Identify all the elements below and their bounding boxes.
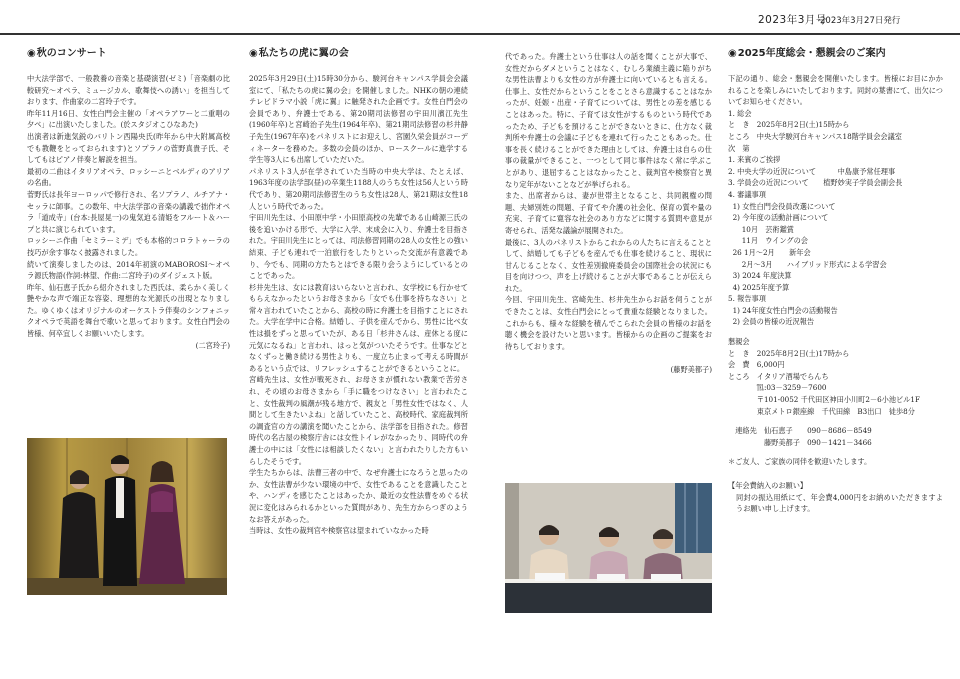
agenda-line: 3. 学員会の近況について 植野妙実子学員会副会長 [728, 178, 903, 188]
fee-notice-title: 【年会費納入のお願い】 [728, 481, 808, 490]
tiger-paragraph: パネリスト3人が在学されていた当時の中央大学は、たとえば、1963年度の法学部(昼)の卒業生1188人のうち女性は56人という時代であり、第20期司法修習生のうち女性は28人、第21期は女性18人という時代であった。 [249, 166, 468, 211]
agenda-line: ＊ご友人、ご家族の同伴を歓迎いたします。 [728, 457, 872, 467]
agenda-line: 2) 今年度の活動計画について [728, 213, 829, 223]
tiger-paragraph: 今回、宇田川先生、宮崎先生、杉井先生からお話を伺うことができたことは、女性白門会にとって貴重な経験となりました。これからも、様々な経験を積んでこられた会員の皆様のお話を聴く機会を設けたいと思います。皆様からの企画のご提案をお待ちしております。 [505, 295, 712, 351]
concert-signature: (二宮玲子) [195, 340, 230, 350]
agenda-line: と き 2025年8月2日(土)17時から [728, 348, 850, 358]
agenda-line [728, 328, 943, 336]
agenda-line: 懇親会 [728, 337, 750, 347]
tiger-paragraph: 宇田川先生は、小田原中学・小田原高校の先輩である山崎源三氏の後を追いかける形で、大学に入学、末成会に入り、弁護士を目指された。宇田川先生にとっては、司法修習同期の28人の女性との強い結束、子ども連れで一泊旅行をしたりといった交流が有意義であり、今でも、同期の方たちとはできる限り会うようにしているとのことであった。 [249, 213, 468, 281]
agenda-line: 4) 2025年度予算 [728, 282, 790, 292]
concert-paragraph: 昨年、仙石恵子氏から紹介されました西氏は、柔らかく美しく艶やかな声で端正な容姿、理想的な光源氏の出現となりました。ゆくゆくはオリジナルのオーケストラ伴奏のシンフォニックオペラで英語を舞台で歌いと思っております。女性白門会の皆様、何卒宜しくお願いいたします。 [27, 282, 230, 339]
agenda-line: 2. 中央大学の近況について 中島康予常任理事 [728, 166, 896, 176]
concert-paragraph: 菅野氏は長年ヨーロッパで修行され、名ソプラノ、ルチアナ・セッラに師事。この数年、中大法学部の音楽の講義で拙作オペラ「道成寺」(台本:長屋晃一)の鬼気迫る清姫をフルート＆ハープと共に演じられています。 [27, 189, 230, 234]
agenda-line: 会 費 6,000円 [728, 360, 785, 370]
tiger-continued-column [505, 51, 712, 431]
agenda-line: 連絡先 仙石恵子 090－8686－8549 [728, 426, 872, 436]
agenda-line: 26 1月〜2月 新年会 [728, 247, 811, 257]
concert-paragraph: 昨年11月16日、女性白門会主催の「オペラアワーと二重唱の夕べ」に出演いたしました。(於スタジオこひなあた) [27, 108, 230, 130]
agenda-line: 2) 会員の皆様の近況報告 [728, 317, 815, 327]
tiger-paragraph: 当時は、女性の裁判官や検察官は望まれていなかった時 [249, 526, 429, 536]
agenda-line: 1) 女性白門会役員改選について [728, 201, 836, 211]
agenda-line: 1) 24年度女性白門会の活動報告 [728, 305, 838, 315]
tiger-paragraph: 最後に、3人のパネリストからこれからの人たちに言えることとして、結婚しても子どもを産んでも仕事を続けること、現状に甘んじることなく、女性差別撤廃委員会の国際社会の状況にも目を向けつつ、声を上げ続けることが大事であることが伝えられた。 [505, 237, 712, 293]
agenda-line: ところ イタリア酒場でらんち [728, 371, 829, 381]
tiger-paragraph: 代であった。弁護士という仕事は人の話を聞くことが大事で、女性だからダメということはなく、むしろ業績主義に陥りがちな男性法曹よりも女性の方が弁護士に向いているとも言える。仕事上、女性だからということをことさら意識することはなかったが、妊娠・出産・子育てについては、男性との差を感じることはあった。特に、子育ては女性がするものという時代であったため、子どもを預けることができないときに、仕方なく裁判所や弁護士の会議に子どもを連れて行ったこともあった。仕事を長く続けることができた理由としては、弁護士は自らの仕事の裁量ができること、一つとして同じ事件はなく常に学ぶことがあり、退屈することはなかったこと、裁判官や検察官と異なり定年がないことなどが挙げられる。 [505, 52, 712, 189]
concert-column [27, 47, 230, 351]
tiger-column [249, 47, 468, 672]
agenda-line: 次 第 [728, 143, 750, 153]
concert-paragraph: ロッシーニ作曲「セミラーミデ」でも本格的コロラトゥーラの技巧が余す事なく披露されました。 [27, 236, 230, 257]
agenda-line [728, 448, 943, 456]
meeting-title: ◉2025年度総会・懇親会のご案内 [728, 48, 886, 59]
tiger-paragraph: 学生たちからは、法曹三者の中で、なぜ弁護士になろうと思ったのか、女性法曹が少ない環境の中で、女性であることを意識したことや、ハンディを感じたことはあったか、最近の女性法曹をめぐる状況に変化はみられるかといった質問があり、先生方からつぎのようなお答えがあった。 [249, 468, 468, 524]
agenda-line [728, 417, 943, 425]
concert-photo [27, 438, 227, 595]
agenda-line: 10月 芸術鑑賞 [728, 224, 794, 234]
section-mark-icon: ◉ [27, 48, 36, 59]
agenda-line: 1. 来賓のご挨拶 [728, 155, 781, 165]
tiger-paragraph: 杉井先生は、女には教育はいらないと言われ、女学校にも行かせてもらえなかったというお母さまから「女でも仕事を持ちなさい」と常々言われていたことから、高校の時に弁護士を目指すことにされた。大学在学中に合格。結婚し、子供を産んでから、男性に比べ女性は損をずっと思っていたが、ある日「杉井さんは、産休とる度に元気になるね」と言われ、はっと気がついたそうです。仕事などとなくずっと働き続ける男性よりも、一度立ち止まって考える時間があるという点では、リフレッシュすることができるということに。 [249, 282, 468, 373]
tiger-paragraph: 宮崎先生は、女性が戦死され、お母さまが慣れない教業で苦労され、その頃のお母さまから「手に職をつけなさい」と言われたこと、女性裁判の風潮が残る地方で、親友と「男性女性ではなく、人間として生きたいよね」と話していたこと、高校時代、家庭裁判所の調査官の方の講演を聞いたことから、法学部を目指された。修習時代の名古屋の検察庁舎には女性トイレがなかったり、同時代の弁護士の中には「女性には相談したくない」と言われたりした方もいらしたそうです。 [249, 375, 468, 466]
fee-notice-body: 同封の振込用紙にて、年会費4,000円をお納めいただきますようお願い申し上げます。 [736, 492, 943, 514]
publish-date: 2023年3月27日発行 [820, 16, 901, 26]
agenda-line: 藤野美都子 090－1421－3466 [728, 437, 872, 447]
agenda-line: 1. 総会 [728, 108, 752, 118]
agenda-line: 4. 審議事項 [728, 189, 766, 199]
agenda-line: と き 2025年8月2日(土)15時から [728, 120, 850, 130]
section-mark-icon: ◉ [249, 48, 258, 59]
concert-title: ◉秋のコンサート [27, 48, 107, 59]
agenda-line: 東京メトロ銀座線 千代田線 B3出口 徒歩8分 [728, 406, 915, 416]
agenda-line: 3) 2024 年度決算 [728, 271, 792, 281]
concert-paragraph: 最初の二曲はイタリアオペラ、ロッシーニとベルディのアリアの名曲。 [27, 166, 230, 188]
panel-photo-illustration [505, 483, 712, 613]
tiger-paragraph: また、出席者からは、妻が世帯主となること、共同親権の問題、夫婦別姓の問題、子育てや介護の社会化、保育の質や量の充実、子育てに寛容な社会のあり方などに関する質問や意見が寄せられ、活発な議論が展開された。 [505, 191, 712, 235]
agenda-line: ℡:03－3259－7600 [728, 383, 827, 393]
tiger-paragraph: 2025年3月29日(土)15時30分から、駿河台キャンパス学員会会議室にて、「私たちの虎に翼の会」を開催しました。NHKの朝の連続テレビドラマ小説「虎に翼」に触発された企画です。女性白門会の会員であり、弁護士である、第20期司法修習の宇田川濱江先生(1960年卒)と宮崎治子先生(1964年卒)、第21期司法修習の杉井静子先生(1967年卒)をパネリストにお迎えし、宮園久栄会員がコーディネーターを務めた。多数の会員のほか、ロースクールに進学する学生等3人にも出席していただいた。 [249, 74, 468, 165]
concert-paragraph: 出演者は新進気鋭のバリトン西陽央氏(昨年から中大附属高校でも教鞭をとっておられます)とソプラノの菅野真貴子氏、そしてもはピアノ伴奏と解説を担当。 [27, 131, 230, 165]
panel-photo [505, 483, 712, 613]
agenda-line: 11月 ウイングの会 [728, 236, 808, 246]
issue-label: 2023年3月号 [758, 14, 827, 26]
meeting-intro: 下記の通り、総会・懇親会を開催いたします。皆様にお目にかかれることを楽しみにいたしております。同封の葉書にて、出欠についてお知らせください。 [728, 74, 943, 107]
tiger-title: ◉私たちの虎に翼の会 [249, 48, 349, 59]
meeting-agenda [728, 108, 943, 468]
concert-photo-illustration [27, 438, 227, 595]
agenda-line: ところ 中央大学駿河台キャンパス18階学員会会議室 [728, 131, 902, 141]
tiger-signature: (藤野美都子) [670, 365, 712, 375]
concert-paragraph: 続いて演奏しましたのは、2014年初演のMABOROSI～オペラ源氏物語(作詞:林望、作曲:二宮玲子)のダイジェスト版。 [27, 259, 230, 281]
agenda-line: 5. 報告事項 [728, 294, 766, 304]
page-header [0, 0, 960, 34]
meeting-column [728, 47, 943, 647]
agenda-line: 〒101-0052 千代田区神田小川町2－6小池ビル1F [728, 395, 920, 405]
agenda-line: 2月〜3月 ハイブリッド形式による学習会 [728, 259, 887, 269]
header-divider [0, 33, 960, 35]
concert-paragraph: 中大法学部で、一般教養の音楽と基礎演習(ゼミ)「音楽劇の比較研究～オペラ、ミュージカル、歌舞伎への誘い」を担当しております、作曲家の二宮玲子です。 [27, 74, 230, 107]
section-mark-icon: ◉ [728, 48, 737, 59]
